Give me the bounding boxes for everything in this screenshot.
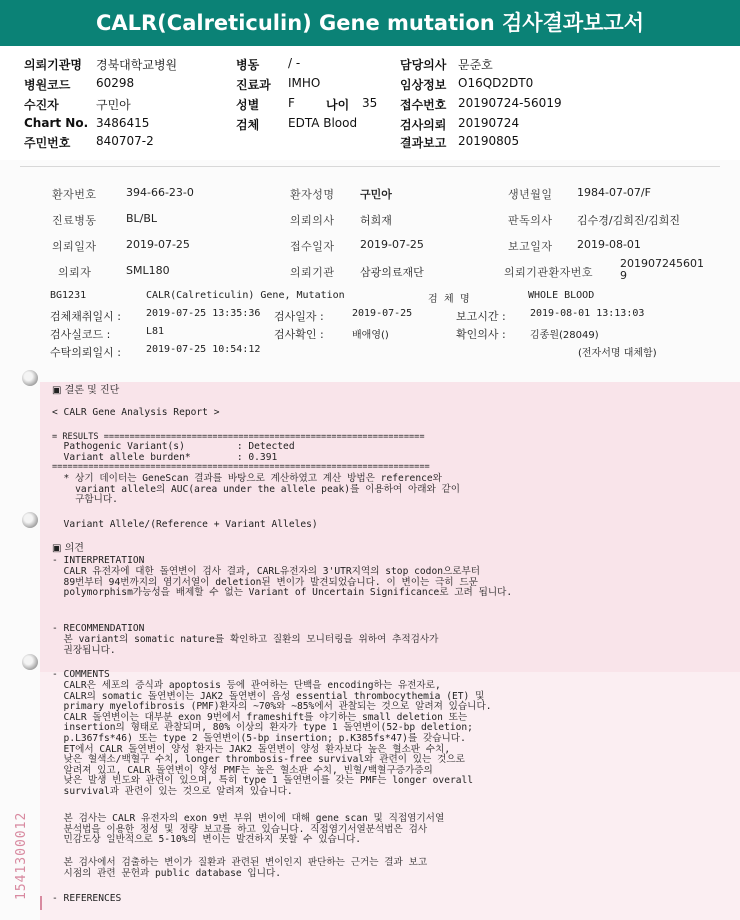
value: 840707-2 <box>96 134 154 148</box>
value: 허희재 <box>360 214 392 227</box>
comments-heading: - COMMENTS <box>52 669 110 680</box>
margin-mark <box>40 896 42 910</box>
label: 의뢰기관 <box>290 266 335 279</box>
label: 환자성명 <box>290 188 335 201</box>
value: 구민아 <box>360 188 392 201</box>
test-name: CALR(Calreticulin) Gene, Mutation <box>146 290 345 301</box>
label: 담당의사 <box>400 58 447 72</box>
label: Chart No. <box>24 116 89 130</box>
punch-hole <box>22 512 38 528</box>
label: 확인의사 : <box>456 328 506 341</box>
recommendation-heading: - RECOMMENDATION <box>52 623 145 634</box>
label: 의뢰의사 <box>290 214 335 227</box>
label: 접수일자 <box>290 240 335 253</box>
value: 배애영() <box>352 330 389 341</box>
specimen-value: WHOLE BLOOD <box>528 290 595 301</box>
value: 1984-07-07/F <box>577 186 651 199</box>
value: 2019-07-25 13:35:36 <box>146 308 261 319</box>
value: / - <box>288 56 301 70</box>
margin-number: 1541300012 <box>14 811 29 900</box>
report-title: CALR(Calreticulin) Gene mutation 검사결과보고서 <box>0 0 740 46</box>
value: 20190805 <box>458 134 520 148</box>
value: 2019-07-25 <box>360 238 424 251</box>
value: 35 <box>362 96 378 110</box>
results-header: = RESULTS ============================================================== <box>52 432 425 442</box>
references-heading: - REFERENCES <box>52 893 122 904</box>
value: O16QD2DT0 <box>458 76 534 90</box>
section-opinion: ▣ 의견 <box>52 543 84 554</box>
label: 검사일자 : <box>274 310 324 323</box>
value: BL/BL <box>126 212 158 225</box>
label: 판독의사 <box>508 214 553 227</box>
value: 20190724 <box>458 116 520 130</box>
label: 병원코드 <box>24 78 71 92</box>
value: 2019-08-01 13:13:03 <box>530 308 645 319</box>
label: 의뢰자 <box>58 266 92 279</box>
value: 2019-07-25 <box>126 238 190 251</box>
label: 성별 <box>236 98 260 112</box>
comments-text: CALR은 세포의 증식과 apoptosis 등에 관여하는 단백을 encoding하는 유전자로, CALR의 somatic 돌연변이는 JAK2 돌연변이 음성 essential thrombocythemia (ET) 및 primary myelofibrosis (PMF)환자의 ~70%와 ~85%에서 관찰되는 것으로 알려져 있습니다. CALR 돌연변이는 대부분 exon 9번에서 frameshift를 야기하는 small deletion 또는 insertion의 형태로 관찰되며, 80% 이상의 환자가 type 1 돌연변이(52-bp deletion; p.L367fs*46) 또는 type 2 돌연변이(5-bp insertion; p.K385fs*47)를 갖습니다. ET에서 CALR 돌연변이 양성 환자는 JAK2 돌연변이 양성 환자보다 높은 혈소판 수치, 낮은 혈색소/백혈구 수치, longer thrombosis-free survival와 관련이 있는 것으로 알려져 있고, CALR 돌연변이 양성 PMF는 높은 혈소판 수치, 빈혈/백혈구증가증의 낮은 발생 빈도와 관련이 있으며, 특히 type 1 돌연변이를 갖는 PMF는 longer overall survival과 관련이 있는 것으로 알려져 있습니다. <box>63 680 492 797</box>
value: F <box>288 96 295 110</box>
label: 보고일자 <box>508 240 553 253</box>
label: 검사실코드 : <box>50 328 111 341</box>
value: 문준호 <box>458 58 493 72</box>
calculation-note: * 상기 데이터는 GeneScan 결과를 바탕으로 계산하였고 계산 방법은 reference와 variant allele의 AUC(area under the allele peak)를 이용하여 아래와 같이 구함니다. <box>63 473 461 506</box>
value: 201907245601 9 <box>620 257 704 282</box>
punch-hole <box>22 654 38 670</box>
results-rule: ========================================================================= <box>52 462 430 472</box>
value: 20190724-56019 <box>458 96 562 110</box>
section-conclusion: ▣ 결론 및 진단 <box>52 385 120 396</box>
interpretation-text: CALR 유전자에 대한 돌연변이 검사 결과, CARL유전자의 3'UTR지역의 stop codon으로부터 89번부터 94번까지의 염기서열이 deletion된 변이가 발견되었습니다. 이 변이는 극히 드문 polymorphism가능성을 배제할 수 없는 Variant of Uncertain Significance로 고려 됩니다. <box>63 566 513 599</box>
label: 검사확인 : <box>274 328 324 341</box>
label: 접수번호 <box>400 98 447 112</box>
label: 진료병동 <box>52 214 97 227</box>
value: 3486415 <box>96 116 150 130</box>
value: 경북대학교병원 <box>96 58 178 72</box>
label: 나이 <box>326 98 350 112</box>
scanned-lab-report <box>0 160 740 920</box>
label: 진료과 <box>236 78 271 92</box>
value: 60298 <box>96 76 135 90</box>
value: 삼광의료재단 <box>360 266 424 279</box>
value: SML180 <box>126 264 170 277</box>
test-code: BG1231 <box>50 290 87 301</box>
value: 김수경/김희진/김희진 <box>577 214 681 227</box>
label: 보고시간 : <box>456 310 506 323</box>
label: 의뢰기관환자번호 <box>504 266 594 279</box>
label: 검사의뢰 <box>400 118 447 132</box>
result-line: Variant allele burden* : 0.391 <box>52 452 278 463</box>
value: EDTA Blood <box>288 116 358 130</box>
divider <box>20 166 720 167</box>
recommendation-text: 본 variant의 somatic nature를 확인하고 질환의 모니터링을 위하여 추적검사가 권장됩니다. <box>63 634 439 656</box>
esign-note: (전자서명 대체함) <box>578 348 657 359</box>
value: 2019-08-01 <box>577 238 641 251</box>
interpretation-heading: - INTERPRETATION <box>52 555 145 566</box>
formula: Variant Allele/(Reference + Variant Alleles) <box>52 519 318 530</box>
label: 검체채취일시 : <box>50 310 121 323</box>
header-info <box>0 52 740 152</box>
value: 394-66-23-0 <box>126 186 194 199</box>
specimen-label: 검 체 명 <box>428 294 470 305</box>
label: 의뢰일자 <box>52 240 97 253</box>
basis-text: 본 검사에서 검출하는 변이가 질환과 관련된 변이인지 판단하는 근거는 결과 보고 시점의 관련 문헌과 public database 입니다. <box>63 857 428 879</box>
label: 의뢰기관명 <box>24 58 82 72</box>
label: 생년월일 <box>508 188 553 201</box>
value: 구민아 <box>96 98 131 112</box>
analysis-report-title: < CALR Gene Analysis Report > <box>52 407 220 418</box>
method-text: 본 검사는 CALR 유전자의 exon 9번 부위 변이에 대해 gene scan 및 직접염기서열 분석법을 이용한 정성 및 정량 보고를 하고 있습니다. 직접염기서열분석법은 검사 민감도상 일반적으로 5-10%의 변이는 발견하지 못할 수 있습니다. <box>63 813 445 846</box>
label: 주민번호 <box>24 136 71 150</box>
value: 2019-07-25 <box>352 308 413 319</box>
label: 결과보고 <box>400 136 447 150</box>
label: 병동 <box>236 58 260 72</box>
label: 수진자 <box>24 98 59 112</box>
label: 수탁의뢰일시 : <box>50 346 121 359</box>
label: 임상정보 <box>400 78 447 92</box>
value: 2019-07-25 10:54:12 <box>146 344 261 355</box>
punch-hole <box>22 370 38 386</box>
label: 검체 <box>236 118 260 132</box>
label: 환자번호 <box>52 188 97 201</box>
value: IMHO <box>288 76 321 90</box>
value: L81 <box>146 326 165 337</box>
value: 김종원(28049) <box>530 330 599 341</box>
result-line: Pathogenic Variant(s) : Detected <box>52 441 295 452</box>
